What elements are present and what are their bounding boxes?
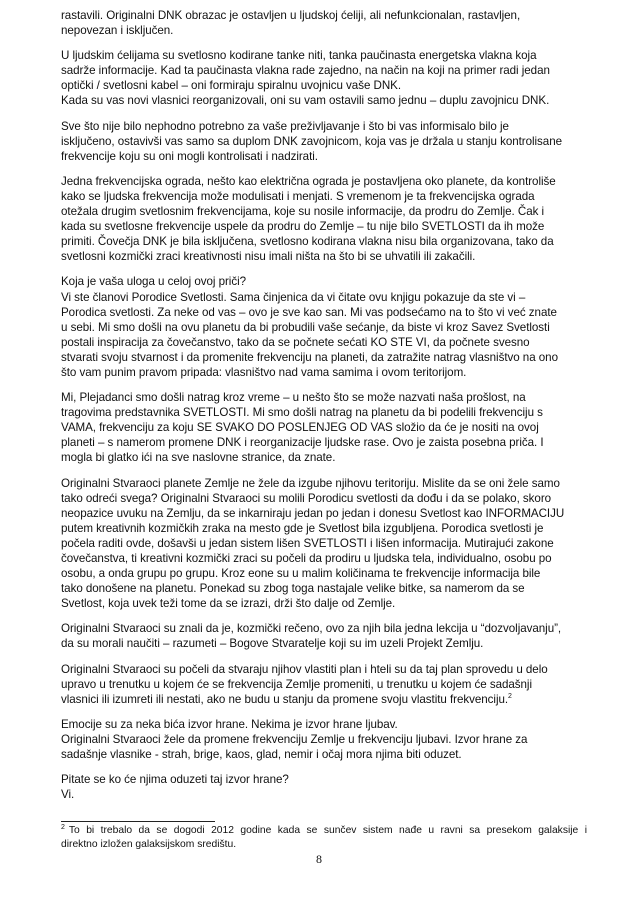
paragraph: [61, 621, 587, 651]
footnote: [61, 824, 587, 852]
text-line: Svetlost, koja uvek teži tome da se izrazi, drži što dalje od Zemlje.: [61, 597, 396, 611]
paragraph: [61, 476, 587, 612]
paragraph: [61, 8, 587, 38]
text-line: osobu, a onda grupu po grupu. Kroz eone su u malim količinama te frekvencije informacija bile: [61, 567, 541, 581]
text-line: Emocije su za neka bića izvor hrane. Nekima je izvor hrane ljubav.: [61, 717, 398, 731]
text-line: tragovima predstavnika SVETLOSTI. Mi smo došli natrag na planetu da bi podelili frekvenciju s: [61, 406, 543, 420]
text-line: svetlosni kozmički zraci kreativnosti nisu imali ništa na što bi se uhvatili ili zakačili.: [61, 250, 476, 264]
text-line: Pitate se ko će njima oduzeti taj izvor hrane?: [61, 773, 289, 787]
text-line: Originalni Stvaraoci planete Zemlje ne žele da izgube njihovu teritoriju. Mislite da se oni žele samo: [61, 476, 560, 490]
footnote-line: direktno izložen galaksijskom središtu.: [61, 839, 237, 850]
text-line: primiti. Čovečja DNK je bila isključena, svetlosno kodirana vlakna nisu bila organizovana, tako da: [61, 235, 554, 249]
text-line: čovečanstva, ti kreativni kozmički zraci su počeli da prodiru u ljudska tela, individualno, osobu po: [61, 552, 552, 565]
paragraph: [61, 48, 587, 108]
paragraph: [61, 174, 587, 265]
text-line: optički / svetlosni kabel – oni formiraju spiralnu uvojnicu vaše DNK.: [61, 79, 402, 93]
text-line: isključeno, ostavivši vas samo sa duplom DNK zavojnicom, koja vas je držala u stanju kontrolisane: [61, 134, 562, 148]
text-line: Sve što nije bilo nephodno potrebno za vaše preživljavanje i što bi vas informisalo bilo je: [61, 119, 509, 133]
text-line: vlasnici ili izumreti ili nestati, ako ne budu u stanju da promene svoju vlastitu frekvenciju.$^2$: [61, 692, 512, 706]
text-line: Koja je vaša uloga u celoj ovoj priči?: [61, 275, 246, 289]
text-line: sadrže informacije. Kad ta paučinasta vlakna rade zajedno, na način na koji na primer radi jedan: [61, 64, 550, 78]
text-line: Kada su vas novi vlasnici reorganizovali, oni su vam ostavili samo jednu – duplu zavojnicu DNK.: [61, 94, 550, 108]
text-line: sadašnje vlasnike - strah, brige, kaos, glad, nemir i očaj mora njima biti oduzet.: [61, 748, 462, 762]
text-line: u sebi. Mi smo došli na ovu planetu da bi probudili vaše sećanje, da biste vi kroz Savez Svetlosti: [61, 320, 550, 334]
paragraph: [61, 274, 587, 380]
paragraph: [61, 772, 587, 802]
text-line: stvarati svoju stvarnost i da promenite frekvenciju na planeti, da zatražite natrag vlasništvo na ono: [61, 350, 558, 364]
text-line: Porodica svetlosti. Za neke od vas – ovo je sve kao san. Mi vas podsećamo na to što vi već znate: [61, 305, 557, 319]
text-line: kako se ljudska frekvencija može modulisati i menjati. S vremenom je ta frekvencijska ograda: [61, 189, 535, 203]
text-line: kada su svetlosne frekvencije uspele da prodru do Zemlje – tu nije bilo SVETLOSTI da ih može: [61, 220, 545, 234]
text-line: postali inspiracija za čovečanstvo, tako da se počnete sećati KO STE VI, da počnete svesno: [61, 335, 530, 349]
text-line: tako donošene na planetu. Ponekad su zbog toga nastajale velike bitke, sa namerom da se: [61, 582, 525, 596]
text-line: otežala drugim svetlosnim frekvencijama, koje su nosile informacije, da prodru do Zemlje. Čak i: [61, 205, 545, 219]
text-line: VAMA, frekvenciju za koju SE SVAKO DO POSLENJEG OD VAS složio da će je nositi na ovoj: [61, 421, 539, 435]
paragraph: [61, 119, 587, 164]
paragraph: [61, 717, 587, 762]
text-line: što vam punim pravom pripada: vlasništvo nad vama samima i ovom teritorijom.: [61, 365, 467, 379]
text-line: putem kreativnih kozmičkih zraka na mesto gde je Svetlost bila izgubljena. Porodica svetlosti je: [61, 521, 544, 535]
text-line: počela raditi ovde, došavši u jedan sistem lišen SVETLOSTI i lišen informacija. Mutirajući zakone: [61, 536, 554, 550]
text-line: upravo u trenutku u kojem će se frekvencija Zemlje promeniti, u trenutku u kojem će sadašnji: [61, 677, 532, 691]
text-line: Originalni Stvaraoci žele da promene frekvenciju Zemlje u frekvenciju ljubavi. Izvor hrane za: [61, 732, 528, 746]
footnote-divider: [61, 821, 215, 822]
text-line: frekvencije koju su oni mogli kontrolisati i nadzirati.: [61, 149, 318, 163]
text-line: neopazice uvuku na Zemlju, da se inkarniraju jedan po jedan i donesu Svetlost kao INFORMACIJU: [61, 506, 565, 520]
text-line: Originalni Stvaraoci su počeli da stvaraju njihov vlastiti plan i hteli su da taj plan sprovedu u delo: [61, 662, 548, 676]
text-line: U ljudskim ćelijama su svetlosno kodirane tanke niti, tanka paučinasta energetska vlakna koja: [61, 49, 537, 63]
footnote-line: $^2$ To bi trebalo da se dogodi 2012 godine kada se sunčev sistem nađe u ravni sa presekom galaksije i: [61, 823, 587, 836]
text-line: Vi ste članovi Porodice Svetlosti. Sama činjenica da vi čitate ovu knjigu pokazuje da ste vi –: [61, 290, 526, 304]
text-line: da su morali naučiti – razumeti – Bogove Stvaratelje koji su im uzeli Projekt Zemlju.: [61, 637, 484, 651]
text-line: Mi, Plejadanci smo došli natrag kroz vreme – u nešto što se može nazvati naša prošlost, na: [61, 391, 526, 405]
text-line: Vi.: [61, 788, 75, 802]
text-line: nepovezan i isključen.: [61, 24, 174, 38]
text-line: rastavili. Originalni DNK obrazac je ostavljen u ljudskoj ćeliji, ali nefunkcionalan, rastavljen,: [61, 9, 521, 22]
text-line: mogla bi glatko ići na sve naslovne stranice, da znate.: [61, 451, 336, 465]
text-line: planeti – s namerom promene DNK i reorganizacije ljudske rase. Ovo je zaista posebna priča. I: [61, 436, 544, 450]
body-text: [61, 8, 587, 812]
paragraph: [61, 390, 587, 465]
text-line: Originalni Stvaraoci su znali da je, kozmički rečeno, ovo za njih bila jedna lekcija u “dozvoljavanju”,: [61, 622, 562, 636]
paragraph: [61, 662, 587, 707]
footnote-mark: 2: [61, 823, 65, 831]
page-number: 8: [316, 852, 322, 866]
text-line: Jedna frekvencijska ograda, nešto kao električna ograda je postavljena oko planete, da kontroliše: [61, 174, 556, 188]
footnote-reference: 2: [508, 692, 512, 700]
text-line: tako odreći svega? Originalni Stvaraoci su molili Porodicu svetlosti da dođu i da se polako, skoro: [61, 491, 552, 505]
